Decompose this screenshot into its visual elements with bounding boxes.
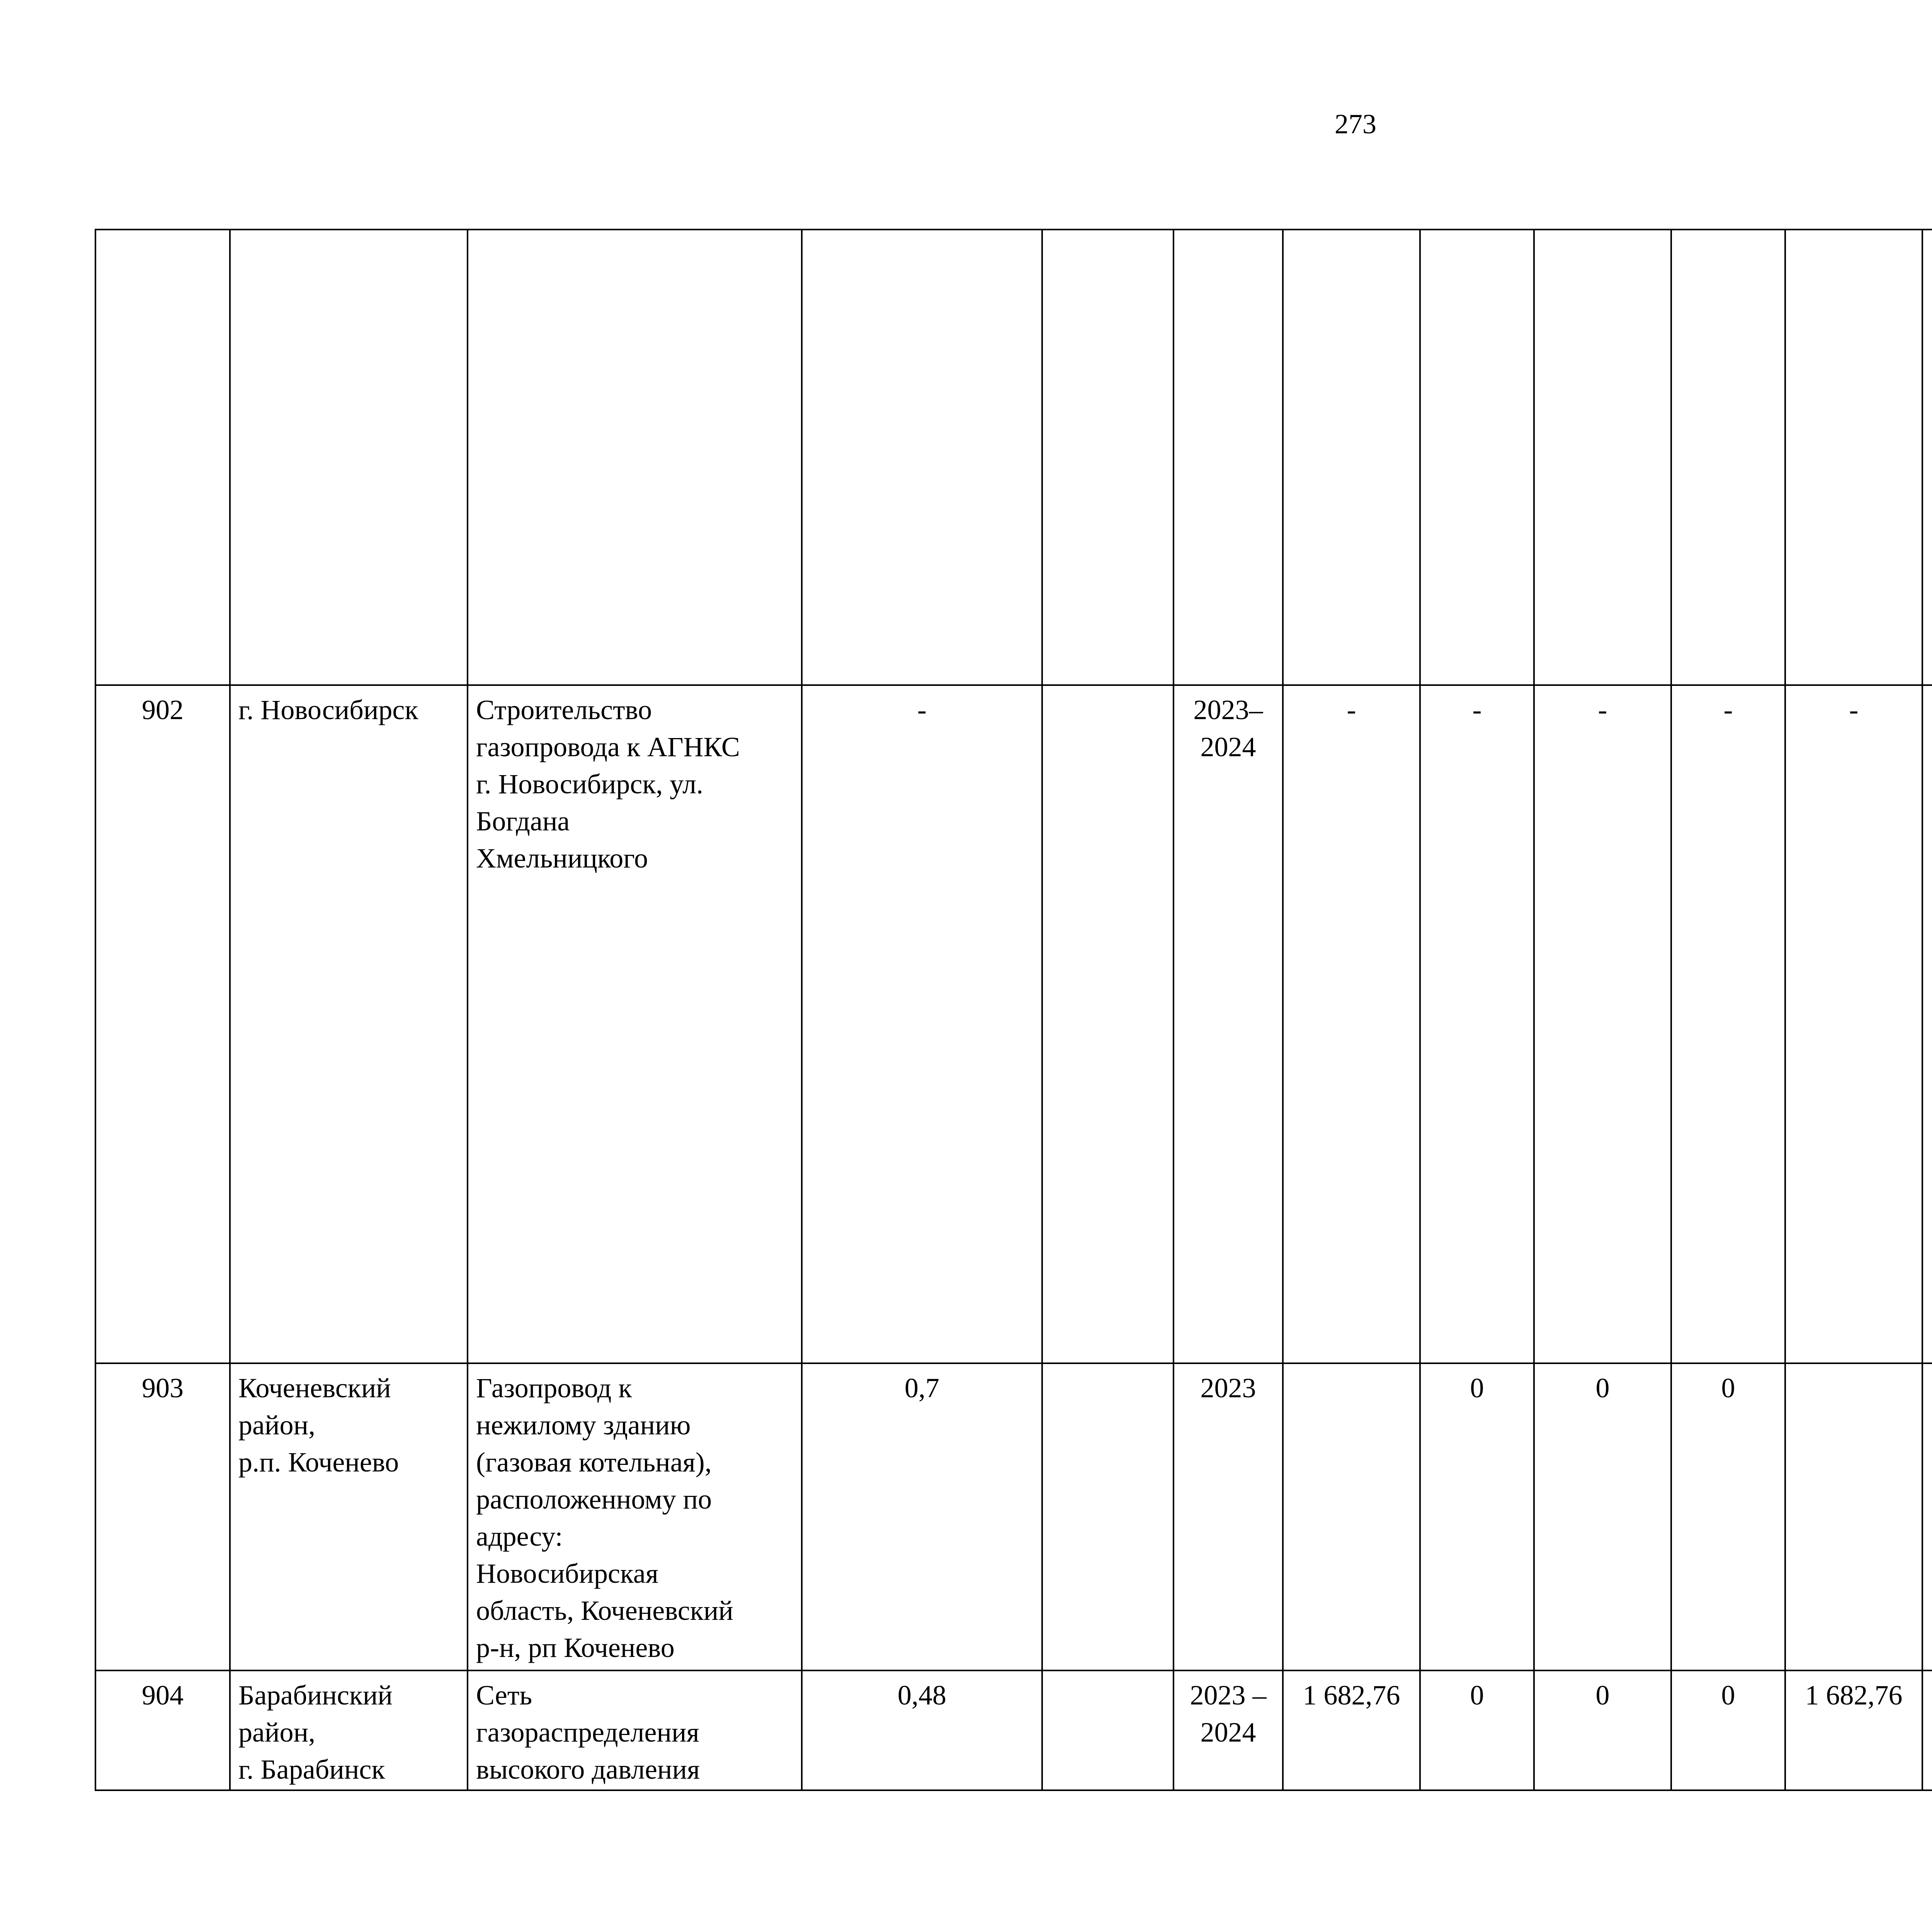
- cell-year-1: -: [1420, 685, 1534, 1363]
- cell-municipality: Барабинский район, г. Барабинск: [230, 1670, 468, 1790]
- cell-object: Сеть газораспределения высокого давления: [468, 1670, 802, 1790]
- cell-year-4: -: [1785, 685, 1922, 1363]
- cell-col5: [1042, 1670, 1173, 1790]
- cell-total: -: [1283, 685, 1420, 1363]
- cell-year-1: 0: [1420, 1363, 1534, 1670]
- cell-col5: [1042, 685, 1173, 1363]
- cell-year-3: -: [1671, 685, 1785, 1363]
- cell-year-2: 0: [1534, 1363, 1671, 1670]
- table-row: [95, 1363, 1932, 1670]
- table-row: [95, 230, 1932, 685]
- cell-object: Газопровод к нежилому зданию (газовая котельная), расположенному по адресу: Новосибирская область, Коченевский р-н, рп Коченево: [468, 1363, 802, 1670]
- cell-period: 2023– 2024: [1173, 685, 1283, 1363]
- cell-organization: [1922, 685, 1932, 1363]
- cell-number: [95, 230, 230, 685]
- cell-year-2: 0: [1534, 1670, 1671, 1790]
- cell-year-2: -: [1534, 685, 1671, 1363]
- cell-object: [468, 230, 802, 685]
- cell-object: Строительство газопровода к АГНКС г. Новосибирск, ул. Богдана Хмельницкого: [468, 685, 802, 1363]
- cell-length: -: [802, 685, 1042, 1363]
- cell-number: 904: [95, 1670, 230, 1790]
- cell-organization: [1922, 1670, 1932, 1790]
- cell-length: 0,48: [802, 1670, 1042, 1790]
- cell-year-4: [1785, 230, 1922, 685]
- cell-year-2: [1534, 230, 1671, 685]
- cell-total: 1 682,76: [1283, 1670, 1420, 1790]
- cell-total: [1283, 230, 1420, 685]
- cell-number: 902: [95, 685, 230, 1363]
- cell-total: [1283, 1363, 1420, 1670]
- cell-length: 0,7: [802, 1363, 1042, 1670]
- cell-length: [802, 230, 1042, 685]
- cell-year-4: 1 682,76: [1785, 1670, 1922, 1790]
- cell-organization: [1922, 1363, 1932, 1670]
- cell-year-3: 0: [1671, 1670, 1785, 1790]
- cell-municipality: Коченевский район, р.п. Коченево: [230, 1363, 468, 1670]
- data-table: [95, 229, 1932, 1791]
- cell-year-1: [1420, 230, 1534, 685]
- cell-period: 2023 – 2024: [1173, 1670, 1283, 1790]
- cell-municipality: г. Новосибирск: [230, 685, 468, 1363]
- table-row: [95, 1670, 1932, 1790]
- cell-col5: [1042, 1363, 1173, 1670]
- page-number: 273: [1335, 109, 1376, 139]
- cell-year-3: [1671, 230, 1785, 685]
- cell-year-3: 0: [1671, 1363, 1785, 1670]
- cell-year-1: 0: [1420, 1670, 1534, 1790]
- cell-period: 2023: [1173, 1363, 1283, 1670]
- cell-municipality: [230, 230, 468, 685]
- cell-organization: [1922, 230, 1932, 685]
- table-row: [95, 685, 1932, 1363]
- cell-year-4: [1785, 1363, 1922, 1670]
- cell-number: 903: [95, 1363, 230, 1670]
- cell-col5: [1042, 230, 1173, 685]
- cell-period: [1173, 230, 1283, 685]
